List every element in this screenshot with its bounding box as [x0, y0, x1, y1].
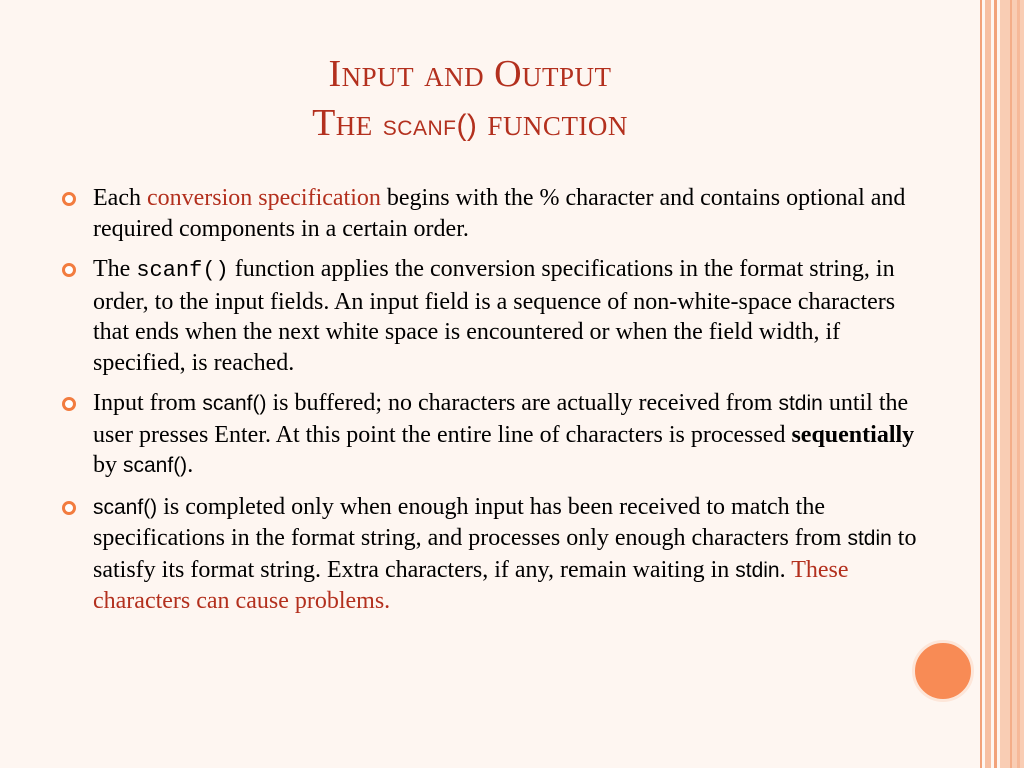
bullet-text: .	[779, 556, 792, 583]
code-text: stdin	[778, 392, 823, 415]
code-text: scanf()	[93, 495, 158, 519]
bullet-text: to satisfy its format string. Extra characters, if any, remain waiting in	[93, 525, 917, 583]
bullet-list	[62, 183, 922, 627]
bullet-circle-icon	[62, 501, 76, 515]
bullet-text: is buffered; no characters are actually received from	[266, 390, 779, 416]
code-text: stdin	[847, 527, 892, 550]
bullet-item	[62, 492, 922, 617]
bullet-text: begins with the % character and contains optional and required components in a certain order.	[93, 185, 906, 242]
decorative-circle	[912, 640, 974, 702]
code-text: scanf()	[202, 392, 267, 415]
bullet-text: is completed only when enough input has been received to match the specifications in the format string, and processes only enough characters from	[93, 493, 848, 551]
bullet-text: Each	[93, 185, 147, 211]
slide-title	[100, 50, 840, 150]
bullet-circle-icon	[62, 263, 76, 277]
title-line-2	[100, 99, 840, 150]
decorative-stripe	[1000, 0, 1024, 768]
title-line-1: Input and Output	[328, 53, 612, 95]
decorative-stripe	[1017, 0, 1020, 768]
decorative-stripe	[985, 0, 991, 768]
bullet-item	[62, 388, 922, 482]
bullet-item	[62, 254, 922, 378]
code-text: scanf()	[136, 258, 229, 283]
bullet-text: Input from	[93, 390, 203, 416]
decorative-stripe	[994, 0, 997, 768]
bullet-text: The	[93, 256, 137, 282]
bullet-text: by	[93, 452, 123, 478]
code-text: scanf()	[123, 454, 188, 477]
decorative-stripe	[1010, 0, 1012, 768]
title-line-2-code: scanf()	[382, 109, 478, 142]
bullet-item	[62, 183, 922, 244]
bullet-circle-icon	[62, 192, 76, 206]
title-line-2-suffix: function	[477, 102, 628, 144]
bold-text: sequentially	[791, 421, 915, 448]
bullet-circle-icon	[62, 397, 76, 411]
title-line-2-prefix: The	[312, 102, 383, 144]
highlight-text: These characters can cause problems.	[93, 556, 849, 614]
bullet-text: function applies the conversion specifications in the format string, in order, to the input fields. An input field is a sequence of non-white-space characters that ends when the next white space is encountered or when the field width, if specified, is reached.	[93, 256, 896, 376]
bullet-text: .	[187, 452, 194, 478]
code-text: stdin	[735, 558, 780, 582]
highlight-text: conversion specification	[146, 185, 381, 211]
bullet-text: until the user presses Enter. At this point the entire line of characters is processed	[93, 390, 909, 448]
decorative-stripe	[980, 0, 982, 768]
